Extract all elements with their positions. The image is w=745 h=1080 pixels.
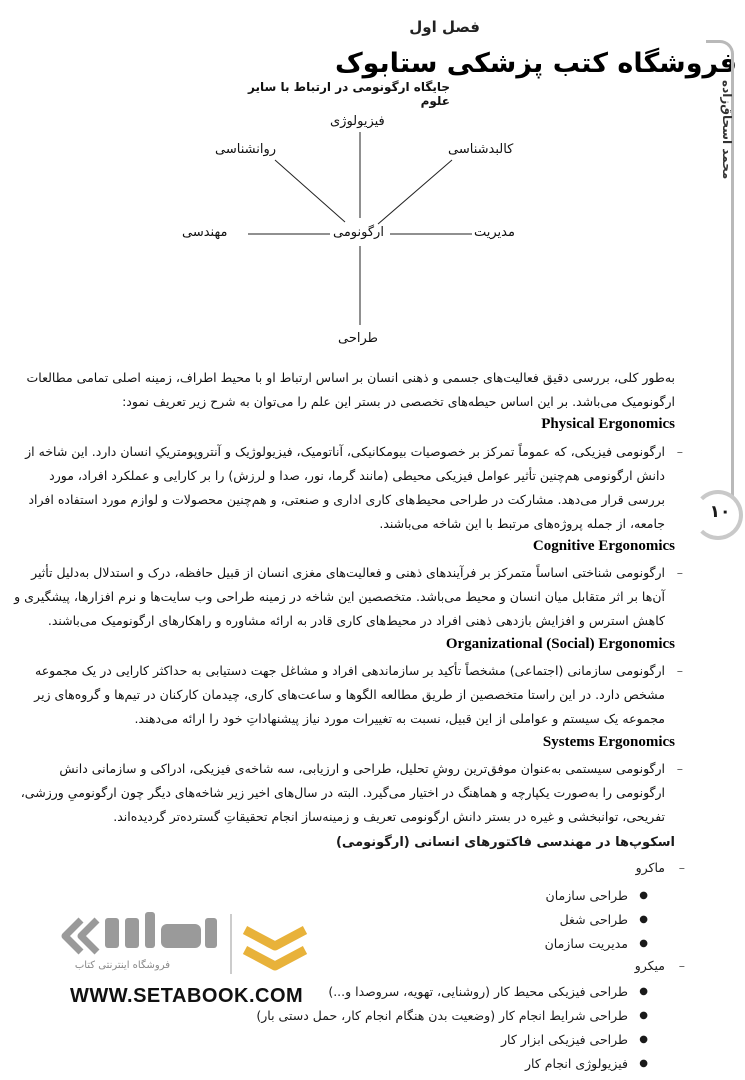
dash-marker: – xyxy=(678,860,685,875)
diagram-node-top-right: کالبدشناسی xyxy=(448,142,514,157)
dash-marker: – xyxy=(676,663,683,678)
list-item: ● فیزیولوژی انجام کار xyxy=(230,1052,650,1076)
section-heading-systems: Systems Ergonomics xyxy=(542,734,675,750)
logo-chevrons xyxy=(65,920,97,952)
macro-label xyxy=(480,860,685,875)
list-item: ● طراحی فیزیکی ابزار کار xyxy=(230,1028,650,1052)
diagram-title: جایگاه ارگونومی در ارتباط با سایر علوم xyxy=(248,80,450,108)
brand-title: فروشگاه کتب پزشکی ستابوک xyxy=(334,48,737,79)
section-text-systems xyxy=(10,757,683,829)
list-item: ● طراحی شغل xyxy=(330,908,650,932)
section-body-organizational: ارگونومی سازمانی (اجتماعی) مشخصاً تأکید بر سازماندهی افراد و مشاغل جهت دستیابی به حداکثر کارایی در یک مجموعه مشخص دارد. در این راستا متخصصین از طریق مطالعه الگوها و ساعت‌های کاری، چیدمان کارکنان در تیم‌ها و گروه‌های زیر مجموعه یک سیستم و عواملی از این قبیل، نسبت به تغییرات مورد نیاز پیشنهاداتِ خود را ارائه می‌دهند. xyxy=(34,663,665,726)
micro-label-text: میکرو xyxy=(634,958,665,973)
section-heading-physical: Physical Ergonomics xyxy=(541,416,675,432)
dash-marker: – xyxy=(676,761,683,776)
logo-wordmark xyxy=(105,912,217,948)
page-number: ۱۰ xyxy=(709,502,731,522)
section-body-cognitive: ارگونومی شناختی اساساً متمرکز بر فرآیندهای ذهنی و فعالیت‌های مغزی انسان از قبیل حافظه، درک و استدلال به‌دلیل تأثیر آن‌ها بر اثر متقابل میان انسان و محیط می‌باشد. متخصصین این شاخه در زمینه طراحی وب سایت‌ها و نرم افزارها، پیشگیری و کاهش استرس و افزایش بازدهی ذهنی افراد در محیط‌های کاری قادر به ارائه مشاوره و راهکارهای ارگونومیک می‌باشند. xyxy=(14,565,665,628)
section-heading-cognitive: Cognitive Ergonomics xyxy=(532,538,675,554)
section-text-physical xyxy=(10,440,683,536)
diagram-node-top: فیزیولوژی xyxy=(330,114,385,129)
logo-emblem xyxy=(245,930,305,966)
dash-marker: – xyxy=(676,444,683,459)
side-rail-text: محمد اسحاق‌زاده xyxy=(720,80,734,180)
diagram-node-left: مهندسی xyxy=(182,225,228,240)
macro-label-text: ماکرو xyxy=(635,860,665,875)
section-body-systems: ارگونومی سیستمی به‌عنوان موفق‌ترین روشِ تحلیل، طراحی و ارزیابی، سه شاخه‌ی فیزیکی، ادراکی و سازمانی دانش ارگونومی را به‌صورت یکپارچه و هماهنگ در اختیار می‌گیرد. البته در سال‌های اخیر زیر شاخه‌های دیگر چون ارگونومیِ ورزشی، تفریحی، توانبخشی و غیره در بستر دانش ارگونومی تعریف و زمینه‌ساز انجام تحقیقاتِ گسترده‌تر گردیده‌اند. xyxy=(20,761,665,824)
micro-label xyxy=(480,958,685,973)
list-item: ● طراحی فیزیکی محیط کار (روشنایی، تهویه، سروصدا و...) xyxy=(230,980,650,1004)
section-text-organizational xyxy=(10,659,683,731)
list-item: ● مدیریت سازمان xyxy=(330,932,650,956)
diagram-node-top-left: روانشناسی xyxy=(215,142,276,157)
macro-list xyxy=(330,884,650,956)
watermark-url: WWW.SETABOOK.COM xyxy=(70,985,304,1007)
diagram-node-center: ارگونومی xyxy=(333,225,384,240)
section-heading-organizational: Organizational (Social) Ergonomics xyxy=(445,636,675,652)
list-item: ● طراحی سازمان xyxy=(330,884,650,908)
scopes-title: اسکوپ‌ها در مهندسی فاکتورهای انسانی (ارگونومی) xyxy=(335,835,675,850)
dash-marker: – xyxy=(678,958,685,973)
connector-top-right xyxy=(378,160,452,224)
intro-paragraph: به‌طور کلی، بررسی دقیق فعالیت‌های جسمی و ذهنی انسان بر اساس ارتباط او با محیط اطراف، زمینه اصلی تمامی مطالعات ارگونومیک می‌باشد. بر این اساس حیطه‌های تخصصی در بستر این علم را می‌توان به شرح زیر تعریف نمود: xyxy=(26,370,675,409)
section-text-cognitive xyxy=(10,561,683,633)
diagram-node-bottom: طراحی xyxy=(338,331,379,346)
chapter-label: فصل اول xyxy=(409,18,480,36)
list-item: ● طراحی شرایط انجام کار (وضعیت بدن هنگام انجام کار، حمل دستی بار) xyxy=(230,1004,650,1028)
logo-tagline: فروشگاه اینترنتی کتاب xyxy=(74,960,170,971)
connector-top-left xyxy=(275,160,345,222)
dash-marker: – xyxy=(676,565,683,580)
diagram-node-right: مدیریت xyxy=(474,225,515,240)
section-body-physical: ارگونومی فیزیکی، که عموماً تمرکز بر خصوصیات بیومکانیکی، آناتومیک، فیزیولوژیک و آنتروپومتریکِ انسان دارد. این شاخه از دانش ارگونومی هم‌چنین تأثیر عوامل فیزیکی محیطی (مانند گرما، نور، صدا و لرزش) را بر کارایی و عملکرد افراد، مورد بررسی قرار می‌دهد. مشارکت در طراحی محیط‌های کاری اداری و صنعتی، و هم‌چنین محصولات و لوازم مورد استفاده افراد جامعه، از جمله پروژه‌های مرتبط با این شاخه می‌باشند. xyxy=(25,444,665,531)
